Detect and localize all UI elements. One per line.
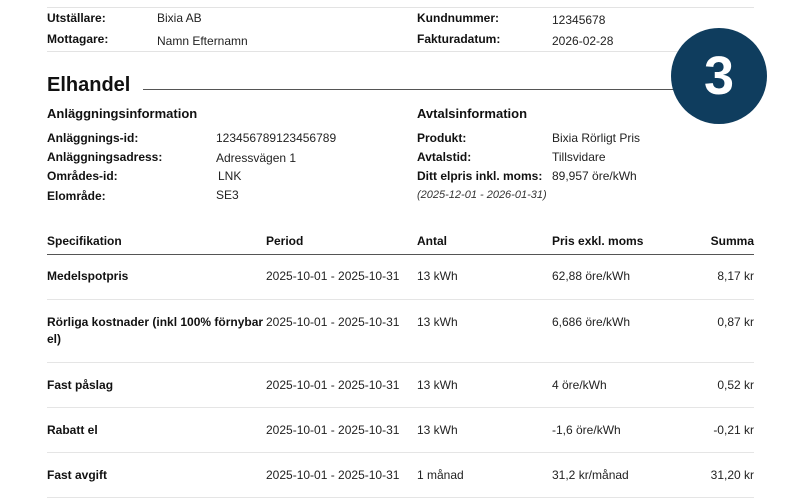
table-row-period: 2025-10-01 - 2025-10-31 <box>266 423 400 437</box>
row-divider <box>47 497 754 498</box>
seller-value: Bixia AB <box>157 11 202 25</box>
top-divider <box>47 7 754 8</box>
col-header-sum: Summa <box>710 234 754 248</box>
facility-id-value: 123456789123456789 <box>216 131 337 145</box>
area-id-label: Områdes-id: <box>47 169 118 183</box>
table-row-price: 31,2 kr/månad <box>552 468 629 482</box>
table-row-period: 2025-10-01 - 2025-10-31 <box>266 315 400 329</box>
product-label: Produkt: <box>417 131 467 145</box>
contract-term-label: Avtalstid: <box>417 150 472 164</box>
col-header-quantity: Antal <box>417 234 447 248</box>
table-row-quantity: 1 månad <box>417 468 464 482</box>
facility-id-label: Anläggnings-id: <box>47 131 139 145</box>
row-divider <box>47 407 754 408</box>
table-row-price: 4 öre/kWh <box>552 378 607 392</box>
facility-heading: Anläggningsinformation <box>47 106 198 121</box>
table-row-period: 2025-10-01 - 2025-10-31 <box>266 269 400 283</box>
seller-label: Utställare: <box>47 11 106 25</box>
table-row-spec: Medelspotpris <box>47 269 129 283</box>
price-area-value: SE3 <box>216 188 239 202</box>
table-row-price: 62,88 öre/kWh <box>552 269 631 283</box>
price-period-note: (2025-12-01 - 2026-01-31) <box>417 189 547 201</box>
table-row-quantity: 13 kWh <box>417 423 458 437</box>
table-header-rule <box>47 254 754 255</box>
table-row-period: 2025-10-01 - 2025-10-31 <box>266 378 400 392</box>
table-row-sum: 31,20 kr <box>710 468 754 482</box>
col-header-specification: Specifikation <box>47 234 122 248</box>
facility-address-label: Anläggningsadress: <box>47 150 163 164</box>
contract-term-value: Tillsvidare <box>552 150 606 164</box>
table-row-spec: Rabatt el <box>47 423 98 437</box>
table-row-sum: 0,87 kr <box>717 315 754 329</box>
electricity-price-label: Ditt elpris inkl. moms: <box>417 169 543 183</box>
table-row-price: 6,686 öre/kWh <box>552 315 631 329</box>
area-id-value: LNK <box>218 169 242 183</box>
recipient-value: Namn Efternamn <box>157 34 248 48</box>
page-number-badge: 3 <box>671 28 767 124</box>
invoice-date-value: 2026-02-28 <box>552 34 614 48</box>
contract-heading: Avtalsinformation <box>417 106 528 121</box>
recipient-label: Mottagare: <box>47 32 109 46</box>
customer-number-value: 12345678 <box>552 13 606 27</box>
price-area-label: Elområde: <box>47 189 106 203</box>
table-row-sum: 8,17 kr <box>717 269 754 283</box>
table-row-spec-continued: el) <box>47 332 62 346</box>
section-title: Elhandel <box>47 74 131 96</box>
customer-number-label: Kundnummer: <box>417 11 499 25</box>
col-header-period: Period <box>266 234 304 248</box>
table-row-period: 2025-10-01 - 2025-10-31 <box>266 468 400 482</box>
row-divider <box>47 362 754 363</box>
table-row-spec: Rörliga kostnader (inkl 100% förnybar <box>47 315 264 329</box>
table-row-quantity: 13 kWh <box>417 269 458 283</box>
invoice-date-label: Fakturadatum: <box>417 32 501 46</box>
facility-address-value: Adressvägen 1 <box>216 151 297 165</box>
info-divider <box>47 51 754 52</box>
table-row-price: -1,6 öre/kWh <box>552 423 621 437</box>
row-divider <box>47 299 754 300</box>
product-value: Bixia Rörligt Pris <box>552 131 641 145</box>
table-row-quantity: 13 kWh <box>417 378 458 392</box>
table-row-sum: -0,21 kr <box>713 423 754 437</box>
row-divider <box>47 452 754 453</box>
table-row-spec: Fast påslag <box>47 378 114 392</box>
electricity-price-value: 89,957 öre/kWh <box>552 169 637 183</box>
col-header-price: Pris exkl. moms <box>552 234 644 248</box>
section-title-rule <box>143 89 683 90</box>
table-row-sum: 0,52 kr <box>717 378 754 392</box>
table-row-spec: Fast avgift <box>47 468 108 482</box>
table-row-quantity: 13 kWh <box>417 315 458 329</box>
